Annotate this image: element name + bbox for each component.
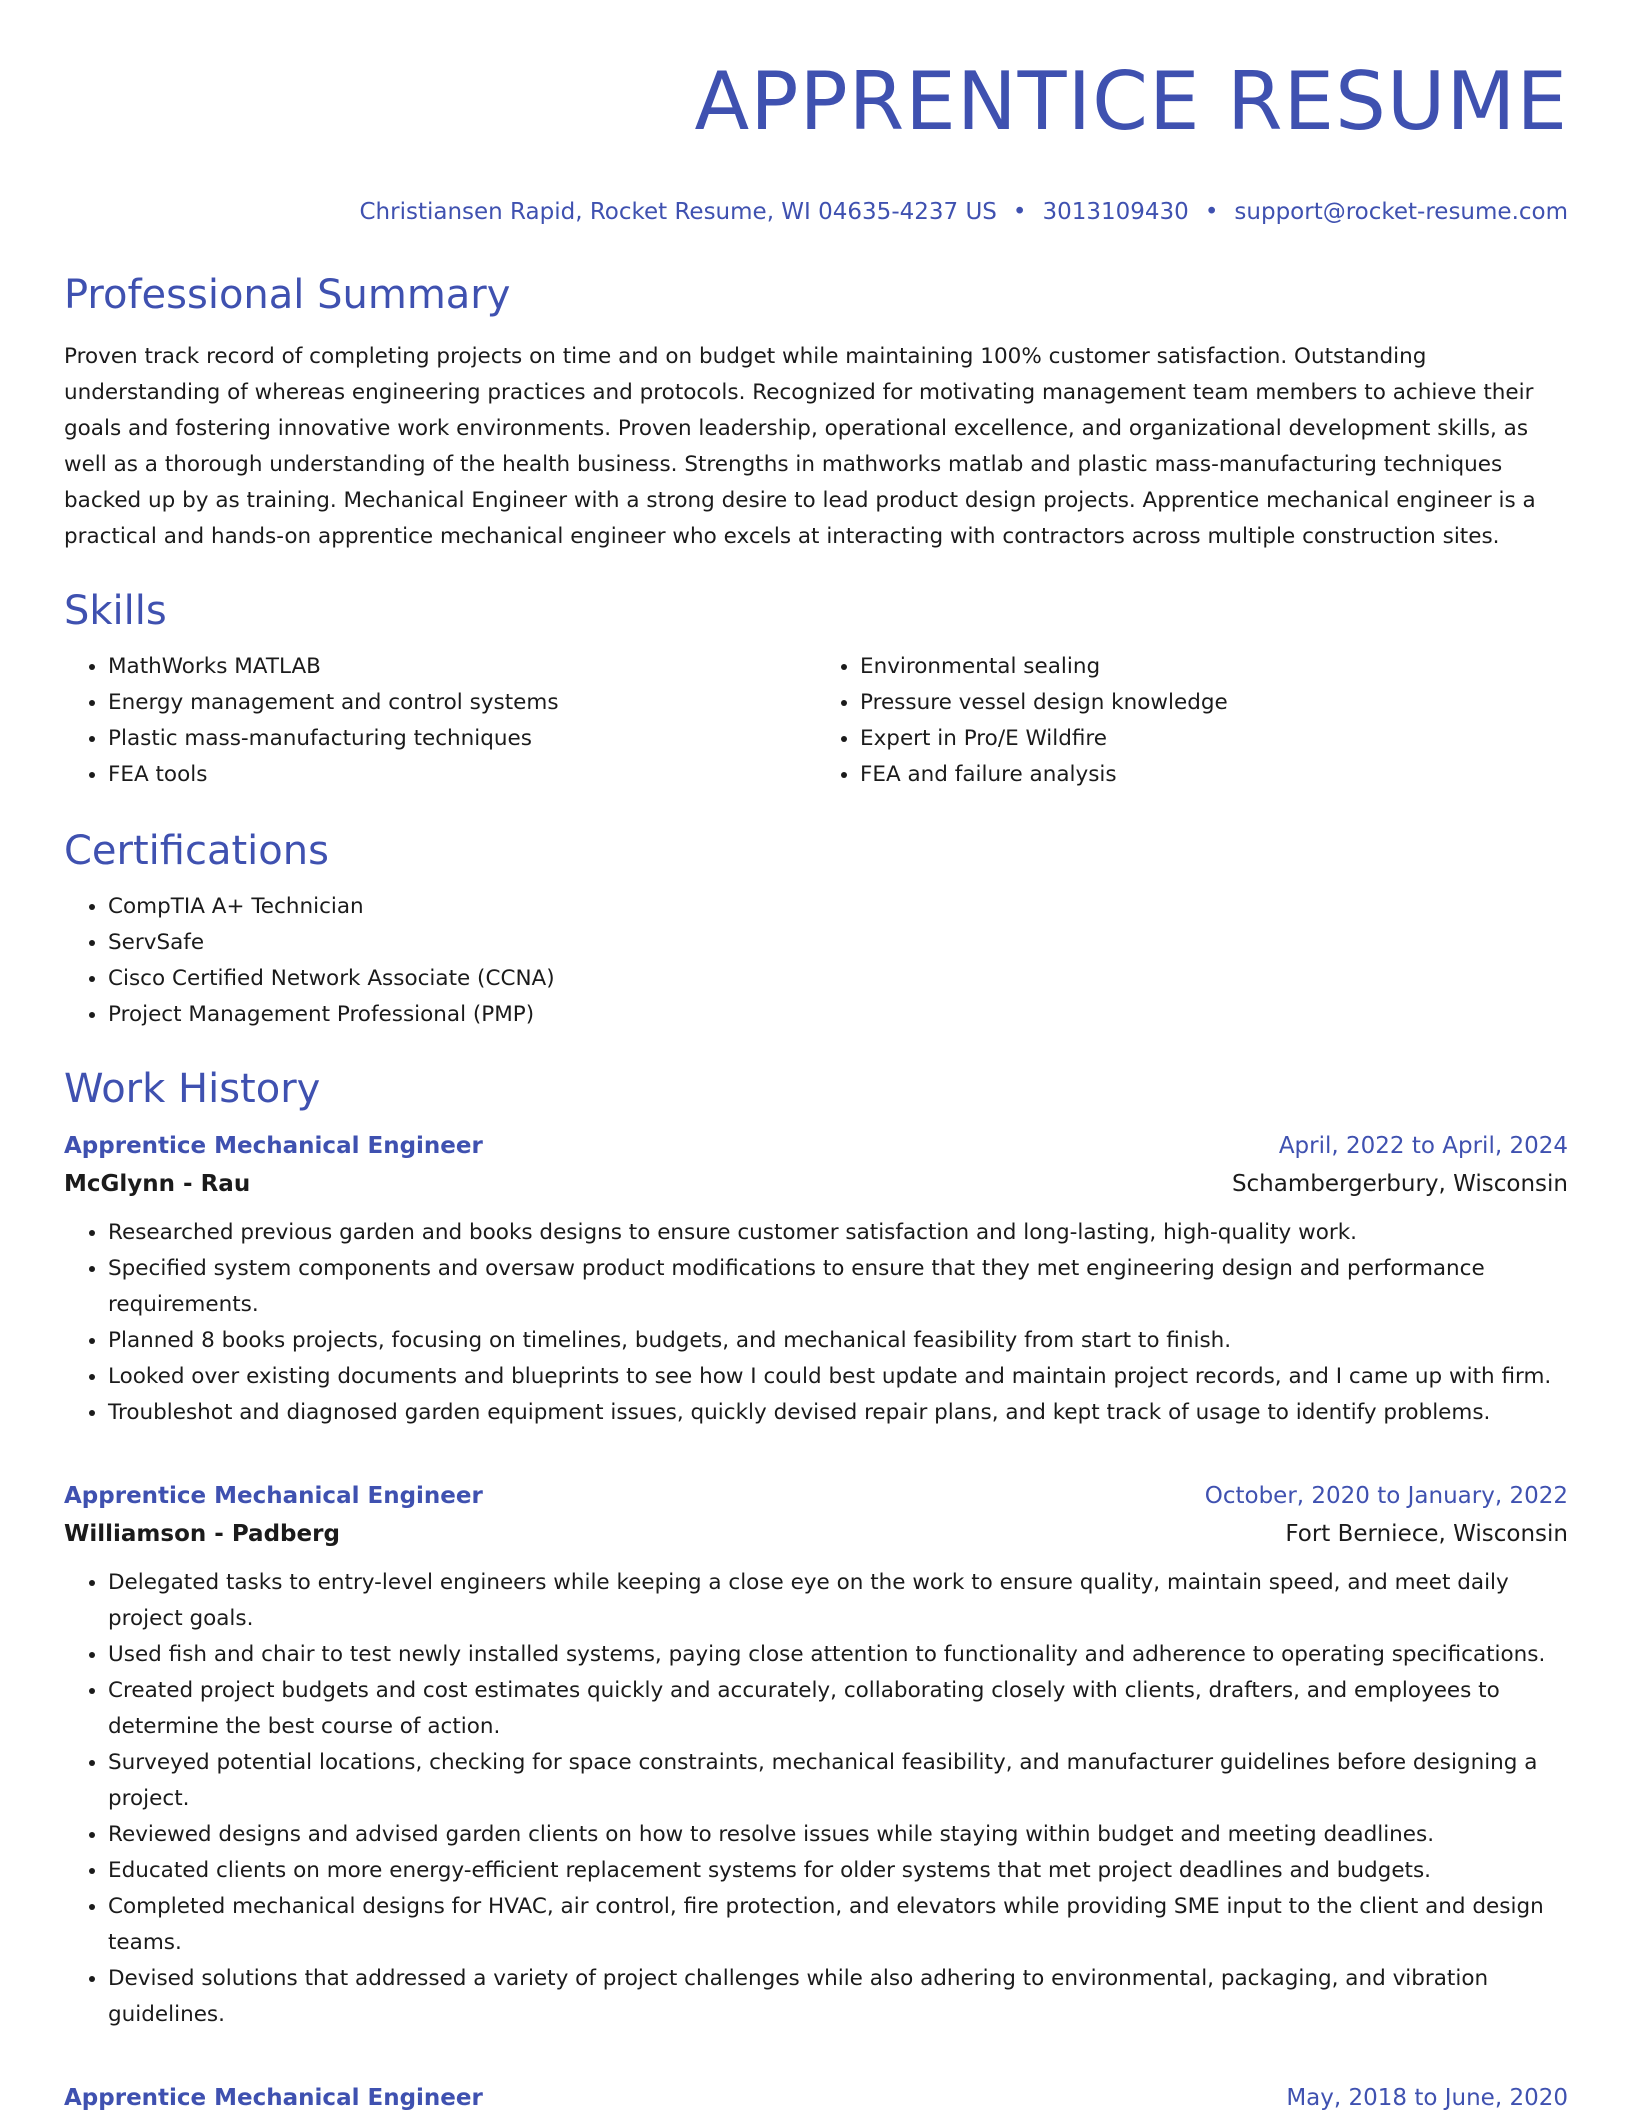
job-bullet: • Surveyed potential locations, checking for space constraints, mechanical feasibility, and manufacturer guidelines before designing a project. (108, 1745, 1568, 1817)
skill-item: • Expert in Pro/E Wildfire (860, 721, 1568, 757)
job-bullet: • Used fish and chair to test newly installed systems, paying close attention to functionality and adherence to operating specifications. (108, 1637, 1568, 1673)
job-company: Williamson - Padberg (64, 1521, 340, 1547)
job-title-row (64, 2079, 1568, 2117)
skills-list-right (816, 649, 1568, 793)
skills-list-left (64, 649, 816, 793)
job-bullets (64, 1215, 1568, 1431)
job-location: Schambergerbury, Wisconsin (1231, 1171, 1568, 1197)
job-company: McGlynn - Rau (64, 1171, 251, 1197)
certifications-heading: Certifications (64, 828, 329, 874)
job-entry (64, 1477, 1568, 2033)
contact-line (64, 197, 1568, 227)
certification-item: • Project Management Professional (PMP) (108, 997, 1568, 1033)
contact-phone: 3013109430 (1042, 199, 1189, 225)
contact-email[interactable]: support@rocket-resume.com (1234, 199, 1568, 225)
certification-item: • Cisco Certified Network Associate (CCNA) (108, 961, 1568, 997)
job-bullet: • Planned 8 books projects, focusing on timelines, budgets, and mechanical feasibility from start to finish. (108, 1323, 1568, 1359)
contact-address: Christiansen Rapid, Rocket Resume, WI 04635-4237 US (359, 199, 997, 225)
job-bullet: • Researched previous garden and books designs to ensure customer satisfaction and long-lasting, high-quality work. (108, 1215, 1568, 1251)
skill-item: • FEA and failure analysis (860, 757, 1568, 793)
job-bullet: • Completed mechanical designs for HVAC, air control, fire protection, and elevators while providing SME input to the client and design teams. (108, 1889, 1568, 1961)
job-title: Apprentice Mechanical Engineer (64, 1483, 483, 1509)
job-company-row (64, 1515, 1568, 1553)
job-bullet: • Troubleshot and diagnosed garden equipment issues, quickly devised repair plans, and kept track of usage to identify problems. (108, 1395, 1568, 1431)
job-dates: May, 2018 to June, 2020 (1286, 2085, 1568, 2111)
job-title-row (64, 1127, 1568, 1165)
skill-item: • Pressure vessel design knowledge (860, 685, 1568, 721)
job-bullet: • Created project budgets and cost estimates quickly and accurately, collaborating closely with clients, drafters, and employees to determine the best course of action. (108, 1673, 1568, 1745)
certification-item: • CompTIA A+ Technician (108, 889, 1568, 925)
skill-item: • Environmental sealing (860, 649, 1568, 685)
job-title-row (64, 1477, 1568, 1515)
job-title: Apprentice Mechanical Engineer (64, 1133, 483, 1159)
skills-heading: Skills (64, 588, 167, 634)
skills-columns (64, 649, 1568, 793)
job-location: Fort Berniece, Wisconsin (1285, 1521, 1568, 1547)
skill-item: • FEA tools (108, 757, 816, 793)
resume-title: APPRENTICE RESUME (694, 55, 1568, 148)
job-dates: April, 2022 to April, 2024 (1278, 1133, 1568, 1159)
job-title: Apprentice Mechanical Engineer (64, 2085, 483, 2111)
certifications-list (64, 889, 1568, 1033)
job-entry (64, 1127, 1568, 1431)
skill-item: • Plastic mass-manufacturing techniques (108, 721, 816, 757)
job-bullet: • Delegated tasks to entry-level engineers while keeping a close eye on the work to ensure quality, maintain speed, and meet daily project goals. (108, 1565, 1568, 1637)
job-bullet: • Specified system components and oversaw product modifications to ensure that they met engineering design and performance requirements. (108, 1251, 1568, 1323)
job-bullet: • Reviewed designs and advised garden clients on how to resolve issues while staying within budget and meeting deadlines. (108, 1817, 1568, 1853)
summary-text: Proven track record of completing projects on time and on budget while maintaining 100% customer satisfaction. Outstanding understanding of whereas engineering practices and protocols. Recognized for motivating management team members to achieve their goals and fostering innovative work environments. Proven leadership, operational excellence, and organizational development skills, as well as a thorough understanding of the health business. Strengths in mathworks matlab and plastic mass-manufacturing techniques backed up by as training. Mechanical Engineer with a strong desire to lead product design projects. Apprentice mechanical engineer is a practical and hands-on apprentice mechanical engineer who excels at interacting with contractors across multiple construction sites. (64, 344, 1536, 549)
job-bullet: • Devised solutions that addressed a variety of project challenges while also adhering to environmental, packaging, and vibration guidelines. (108, 1961, 1568, 2033)
work-history-heading: Work History (64, 1066, 321, 1112)
contact-separator: • (1012, 199, 1027, 225)
job-bullets (64, 1565, 1568, 2033)
job-bullet: • Looked over existing documents and blueprints to see how I could best update and maintain project records, and I came up with firm. (108, 1359, 1568, 1395)
certification-item: • ServSafe (108, 925, 1568, 961)
job-entry (64, 2079, 1568, 2117)
job-bullet: • Educated clients on more energy-efficient replacement systems for older systems that met project deadlines and budgets. (108, 1853, 1568, 1889)
contact-separator: • (1204, 199, 1219, 225)
job-dates: October, 2020 to January, 2022 (1204, 1483, 1568, 1509)
resume-header (64, 0, 1568, 227)
skill-item: • Energy management and control systems (108, 685, 816, 721)
job-company-row (64, 1165, 1568, 1203)
skill-item: • MathWorks MATLAB (108, 649, 816, 685)
summary-heading: Professional Summary (64, 272, 511, 318)
